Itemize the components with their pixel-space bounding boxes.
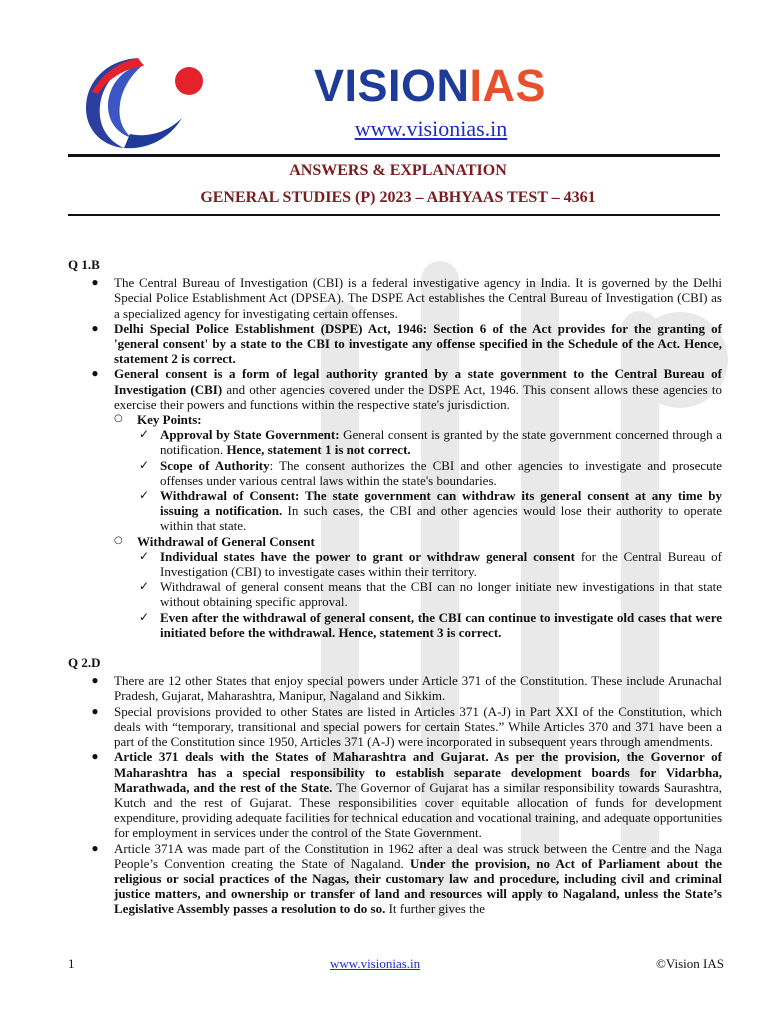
q1-sublist	[114, 412, 722, 640]
question-2-label: Q 2.D	[68, 655, 101, 671]
circle-bullet-icon: ○	[114, 534, 123, 546]
withdrawal-list	[137, 549, 722, 640]
list-item	[68, 704, 722, 750]
bullet-icon: ●	[91, 366, 99, 381]
list-item	[137, 427, 722, 457]
checkmark-icon: ✓	[139, 548, 150, 563]
question-1-label: Q 1.B	[68, 257, 100, 272]
kp1-bold: Approval by State Government:	[160, 427, 340, 443]
kp1-conclusion: Hence, statement 1 is not correct.	[226, 442, 411, 458]
page-header	[0, 0, 768, 230]
header-rule-bottom	[68, 214, 720, 216]
w1-bold: Individual states have the power to grant or withdraw general consent	[160, 548, 575, 564]
withdrawal-label: Withdrawal of General Consent	[137, 533, 315, 549]
list-item	[137, 488, 722, 534]
list-item	[137, 610, 722, 640]
site-url-link[interactable]: www.visionias.in	[354, 116, 508, 141]
list-item	[114, 534, 722, 640]
list-item	[68, 673, 722, 703]
list-item	[137, 549, 722, 579]
brand-name	[300, 58, 560, 114]
kp2-bold: Scope of Authority	[160, 457, 270, 473]
list-item	[137, 579, 722, 609]
q2-point-3-rest: The Governor of Gujarat has a similar responsibility towards Saurashtra, Kutch and the rest of Gujarat. These responsibilities cover equitable allocation of funds for development expenditure, providing adequate facilities for technical education and vocational training, and adequate opportunities for employment in services under the control of the State Government.	[114, 779, 722, 841]
q1-point-3-bold: General consent is a form of legal authority granted by a state government to the Central Bureau of Investigation (CBI)	[114, 366, 722, 397]
brand-name-part1: VISION	[313, 60, 470, 111]
list-item	[114, 412, 722, 534]
checkmark-icon: ✓	[139, 427, 150, 442]
q1-point-2: Delhi Special Police Establishment (DSPE) Act, 1946: Section 6 of the Act provides for the granting of 'general consent' by a state to the CBI to investigate any offense specified in the Schedule of the Act. Hence, statement 2 is correct.	[114, 320, 722, 367]
bullet-icon: ●	[91, 320, 99, 335]
checkmark-icon: ✓	[139, 457, 150, 472]
list-item	[68, 275, 722, 321]
bullet-icon: ●	[91, 749, 99, 764]
q2-point-4-bold: Under the provision, no Act of Parliament about the religious or social practices of the Nagas, their customary law and procedure, including civil and criminal justice matters, and ownership or transfer of land and resources will apply to Nagaland, unless the State’s Legislative Assembly passes a resolution to do so.	[114, 855, 722, 917]
list-item	[68, 841, 722, 917]
copyright: ©Vision IAS	[656, 956, 724, 971]
header-rule-top	[68, 154, 720, 157]
key-points-label: Key Points:	[137, 412, 202, 428]
w2: Withdrawal of general consent means that the CBI can no longer initiate new investigations in that state without obtaining specific approval.	[160, 579, 722, 610]
q1-point-3-rest: and other agencies covered under the DSPE Act, 1946. This consent allows these agencies to exercise their powers and functions within the respective state's jurisdiction.	[114, 381, 723, 412]
q2-point-4-start: Article 371A was made part of the Constitution in 1962 after a deal was struck between the Centre and the Naga People’s Convention creating the State of Nagaland.	[114, 840, 722, 871]
answer-content	[68, 257, 722, 917]
bullet-icon: ●	[91, 275, 99, 290]
page-number: 1	[68, 956, 75, 971]
bullet-icon: ●	[91, 840, 99, 855]
list-item	[137, 458, 722, 488]
q2-point-3-bold: Article 371 deals with the States of Maharashtra and Gujarat. As per the provision, the Governor of Maharashtra has a special responsibility to establish separate development boards for Vidarbha, Marathwada, and the rest of the State.	[114, 749, 722, 795]
footer-url-link[interactable]: www.visionias.in	[330, 956, 421, 971]
key-points-list	[137, 427, 722, 533]
document-subtitle: GENERAL STUDIES (P) 2023 – ABHYAAS TEST – 4361	[200, 189, 596, 206]
q1-point-1: The Central Bureau of Investigation (CBI) is a federal investigative agency in India. It is governed by the Delhi Special Police Establishment Act (DPSEA). The DSPE Act establishes the Central Bureau of Investigation (CBI) as a specialized agency for investigating certain offenses.	[114, 275, 722, 321]
list-item	[68, 366, 722, 640]
w3-bold: Even after the withdrawal of general consent, the CBI can continue to investigate old cases that were initiated before the withdrawal. Hence, statement 3 is correct.	[160, 609, 722, 640]
q2-point-4-end: It further gives the	[385, 901, 485, 917]
checkmark-icon: ✓	[139, 609, 150, 624]
bullet-icon: ●	[91, 673, 99, 688]
kp3-bold: Withdrawal of Consent: The state government can withdraw its general consent at any time by issuing a notification.	[160, 488, 722, 519]
visionias-logo	[78, 54, 208, 150]
checkmark-icon: ✓	[139, 579, 150, 594]
document-title: ANSWERS & EXPLANATION	[289, 162, 507, 179]
list-item	[68, 321, 722, 367]
kp3-rest: In such cases, the CBI and other agencies would lose their authority to operate within that state.	[160, 503, 723, 534]
question-2-explanation	[68, 673, 722, 916]
brand-name-part2: IAS	[469, 60, 547, 111]
circle-bullet-icon: ○	[114, 413, 123, 425]
kp1-rest: General consent is granted by the state government concerned through a notification.	[160, 427, 722, 458]
w1-rest: for the Central Bureau of Investigation (CBI) to investigate cases within their territory.	[160, 548, 722, 580]
list-item	[68, 749, 722, 840]
q2-point-1: There are 12 other States that enjoy special powers under Article 371 of the Constitution. These include Arunachal Pradesh, Gujarat, Maharashtra, Manipur, Nagaland and Sikkim.	[114, 673, 722, 704]
kp2-rest: : The consent authorizes the CBI and other agencies to investigate and prosecute offenses under various central laws within the state's boundaries.	[160, 457, 722, 488]
checkmark-icon: ✓	[139, 488, 150, 503]
q2-point-2: Special provisions provided to other States are listed in Articles 371 (A-J) in Part XXI of the Constitution, which deals with “temporary, transitional and special powers for certain States.” While Articles 370 and 371 have been a part of the Constitution since 1950, Articles 371 (A-J) were incorporated in subsequent years through amendments.	[114, 703, 722, 750]
question-1-explanation	[68, 275, 722, 640]
bullet-icon: ●	[91, 703, 99, 718]
